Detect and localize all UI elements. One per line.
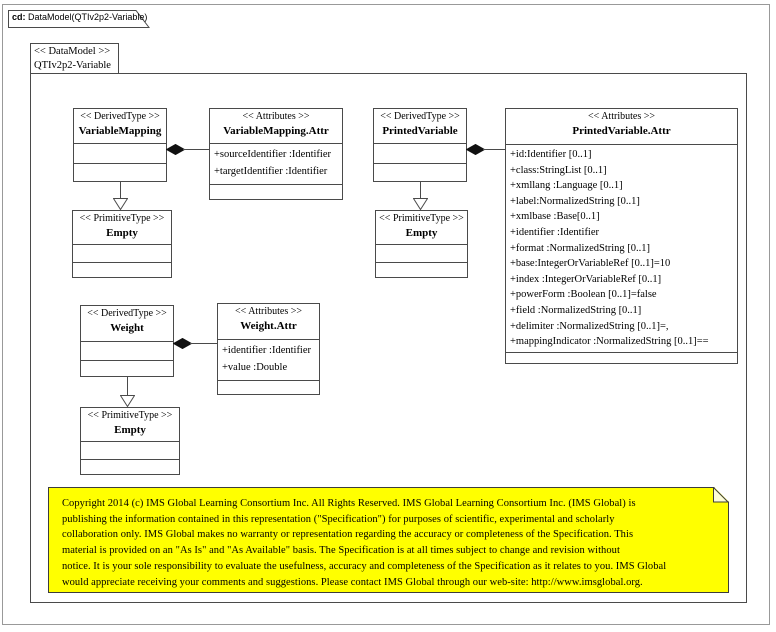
attribute-row: +xmlbase :Base[0..1]	[510, 211, 600, 223]
attribute-row: +delimiter :NormalizedString [0..1]=,	[510, 320, 669, 332]
stereotype-label: << Attributes >>	[242, 111, 310, 122]
stereotype-label: << PrimitiveType >>	[79, 213, 165, 224]
attribute-row: +value :Double	[222, 362, 288, 373]
generalization-link	[420, 181, 421, 199]
frame-name: QTIv2p2-Variable	[34, 59, 111, 71]
copyright-note[interactable]	[48, 487, 729, 593]
attribute-row: +mappingIndicator :NormalizedString [0..1]==	[510, 336, 709, 348]
empty-compartment	[81, 441, 179, 459]
stereotype-label: << Attributes >>	[587, 111, 655, 122]
attribute-row: +identifier :Identifier	[222, 345, 312, 356]
attribute-row: +xmllang :Language [0..1]	[510, 180, 623, 192]
attribute-row: +base:IntegerOrVariableRef [0..1]=10	[510, 258, 671, 270]
frame-label[interactable]	[30, 43, 119, 74]
tab-label-title: DataModel(QTIv2p2-Variable)	[28, 12, 148, 22]
note-line: publishing the information contained in this representation ("Specification") for purposes of scientific, experimental and scholarly	[62, 513, 615, 525]
class-empty-under-printedvariable[interactable]	[375, 210, 468, 278]
generalization-arrow-icon	[413, 198, 428, 210]
class-printedvariable-attr[interactable]	[505, 108, 738, 364]
attributes-compartment	[218, 339, 319, 380]
class-name-label: Empty	[114, 424, 146, 436]
class-weight[interactable]	[80, 305, 174, 377]
attribute-row: +powerForm :Boolean [0..1]=false	[510, 289, 657, 301]
note-line: would appreciate receiving your comments and suggestions. Please contact IMS Global through our web-site: http://www.imsglobal.org.	[62, 576, 643, 588]
note-line: material is provided on an "As Is" and "As Available" basis. The Specification is at all times subject to change and revision without	[62, 545, 620, 557]
empty-compartment	[218, 380, 319, 394]
empty-compartment	[73, 262, 171, 277]
empty-compartment	[374, 143, 466, 163]
empty-compartment	[374, 163, 466, 181]
empty-compartment	[74, 163, 166, 181]
empty-compartment	[210, 184, 342, 199]
generalization-link	[127, 376, 128, 396]
attribute-row: +sourceIdentifier :Identifier	[214, 149, 331, 160]
class-name-label: Empty	[106, 227, 138, 239]
attribute-row: +field :NormalizedString [0..1]	[510, 304, 642, 316]
attribute-row: +id:Identifier [0..1]	[510, 149, 592, 160]
stereotype-label: << DerivedType >>	[87, 308, 167, 319]
note-line: notice. It is your sole responsibility to evaluate the usefulness, accuracy and completeness of the Specification as it relates to you. IMS Global	[62, 560, 667, 572]
empty-compartment	[376, 262, 467, 277]
empty-compartment	[81, 360, 173, 376]
attribute-row: +class:StringList [0..1]	[510, 164, 607, 176]
class-name-label: Empty	[405, 227, 438, 239]
attribute-row: +label:NormalizedString [0..1]	[510, 195, 640, 207]
empty-compartment	[376, 244, 467, 262]
stereotype-label: << PrimitiveType >>	[379, 213, 464, 224]
composition-link	[190, 343, 217, 344]
class-empty-under-weight[interactable]	[80, 407, 180, 475]
note-line: collaboration only. IMS Global makes no warranty or representation regarding the accuracy or completeness of the Specification. This	[62, 529, 634, 541]
empty-compartment	[73, 244, 171, 262]
stereotype-label: << DerivedType >>	[80, 111, 160, 122]
generalization-link	[120, 181, 121, 199]
empty-compartment	[506, 352, 737, 363]
class-name-label: Weight	[110, 322, 144, 334]
class-empty-under-variablemapping[interactable]	[72, 210, 172, 278]
attribute-row: +index :IntegerOrVariableRef [0..1]	[510, 273, 662, 285]
stereotype-label: << DerivedType >>	[380, 111, 460, 122]
class-name-label: PrintedVariable.Attr	[572, 125, 671, 137]
attribute-row: +targetIdentifier :Identifier	[214, 166, 328, 177]
tab-label-prefix: cd:	[12, 12, 26, 22]
class-name-label: VariableMapping	[78, 125, 162, 137]
composition-link	[183, 149, 209, 150]
attributes-compartment	[210, 143, 342, 184]
class-name-label: Weight.Attr	[240, 320, 297, 332]
attribute-row: +identifier :Identifier	[510, 226, 600, 238]
composition-link	[483, 149, 505, 150]
attribute-row: +format :NormalizedString [0..1]	[510, 242, 651, 254]
empty-compartment	[74, 143, 166, 163]
class-variablemapping-attr[interactable]	[209, 108, 343, 200]
tab-label	[12, 12, 147, 22]
empty-compartment	[81, 459, 179, 474]
class-weight-attr[interactable]	[217, 303, 320, 395]
class-name-label: VariableMapping.Attr	[223, 125, 329, 137]
frame-stereotype: << DataModel >>	[34, 46, 111, 57]
attributes-compartment	[506, 144, 737, 352]
class-name-label: PrintedVariable	[382, 125, 458, 137]
generalization-arrow-icon	[113, 198, 128, 210]
note-text	[62, 496, 725, 590]
empty-compartment	[81, 341, 173, 360]
class-printedvariable[interactable]	[373, 108, 467, 182]
stereotype-label: << PrimitiveType >>	[87, 410, 173, 421]
class-variablemapping[interactable]	[73, 108, 167, 182]
stereotype-label: << Attributes >>	[234, 306, 302, 317]
note-line: Copyright 2014 (c) IMS Global Learning Consortium Inc. All Rights Reserved. IMS Global Learning Consortium Inc. (IMS Global) is	[62, 498, 636, 509]
diagram-tab[interactable]	[8, 10, 150, 28]
generalization-arrow-icon	[120, 395, 135, 407]
